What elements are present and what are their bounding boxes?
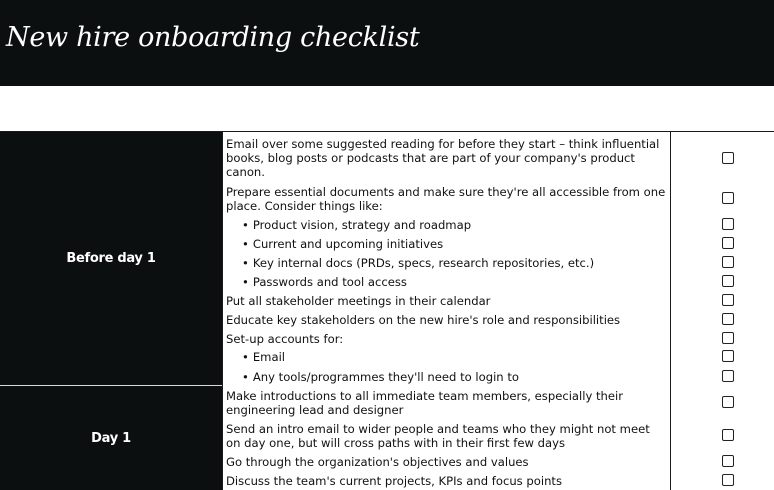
checklist-item-text: Set-up accounts for: xyxy=(226,332,344,346)
checklist-checkbox[interactable] xyxy=(722,237,734,249)
checklist-checkbox[interactable] xyxy=(722,275,734,287)
checklist-subitem: • Passwords and tool access xyxy=(242,275,407,289)
checklist-checkbox[interactable] xyxy=(722,192,734,204)
checklist-table xyxy=(0,131,774,490)
checklist-item-text: Discuss the team's current projects, KPIs and focus points xyxy=(226,474,563,488)
checklist-checkbox[interactable] xyxy=(722,396,734,408)
checklist-checkbox[interactable] xyxy=(722,152,734,164)
checklist-checkbox[interactable] xyxy=(722,313,734,325)
checklist-checkbox[interactable] xyxy=(722,256,734,268)
checklist-item-text: Make introductions to all immediate team members, especially their engineering lead and designer xyxy=(226,389,624,417)
checklist-item-text: Email over some suggested reading for before they start – think influential books, blog posts or podcasts that are part of your company's product canon. xyxy=(226,137,660,179)
checklist-checkbox[interactable] xyxy=(722,455,734,467)
section-before-day-1: Before day 1 xyxy=(0,132,222,385)
checklist-item-text: Educate key stakeholders on the new hire's role and responsibilities xyxy=(226,313,621,327)
checklist-item-text: Send an intro email to wider people and teams who they might not meet on day one, but will cross paths with in their first few days xyxy=(226,422,650,450)
checklist-checkbox[interactable] xyxy=(722,332,734,344)
checklist-subitem: • Current and upcoming initiatives xyxy=(242,237,444,251)
page-title: New hire onboarding checklist xyxy=(6,22,420,53)
checklist-checkbox[interactable] xyxy=(722,294,734,306)
column-divider-left xyxy=(222,132,223,490)
checklist-item-text: Prepare essential documents and make sure they're all accessible from one place. Consider things like: xyxy=(226,185,666,213)
section-day-1: Day 1 xyxy=(0,386,222,490)
checklist-checkbox[interactable] xyxy=(722,218,734,230)
checklist-item-text: Put all stakeholder meetings in their calendar xyxy=(226,294,491,308)
header-bar xyxy=(0,0,774,86)
checklist-checkbox[interactable] xyxy=(722,474,734,486)
checklist-subitem: • Email xyxy=(242,350,286,364)
checklist-checkbox[interactable] xyxy=(722,370,734,382)
column-divider-right xyxy=(670,132,671,490)
checklist-subitem: • Product vision, strategy and roadmap xyxy=(242,218,472,232)
checklist-subitem: • Any tools/programmes they'll need to login to xyxy=(242,370,519,384)
checklist-checkbox[interactable] xyxy=(722,429,734,441)
checklist-subitem: • Key internal docs (PRDs, specs, research repositories, etc.) xyxy=(242,256,595,270)
checklist-item-text: Go through the organization's objectives and values xyxy=(226,455,529,469)
checklist-checkbox[interactable] xyxy=(722,350,734,362)
